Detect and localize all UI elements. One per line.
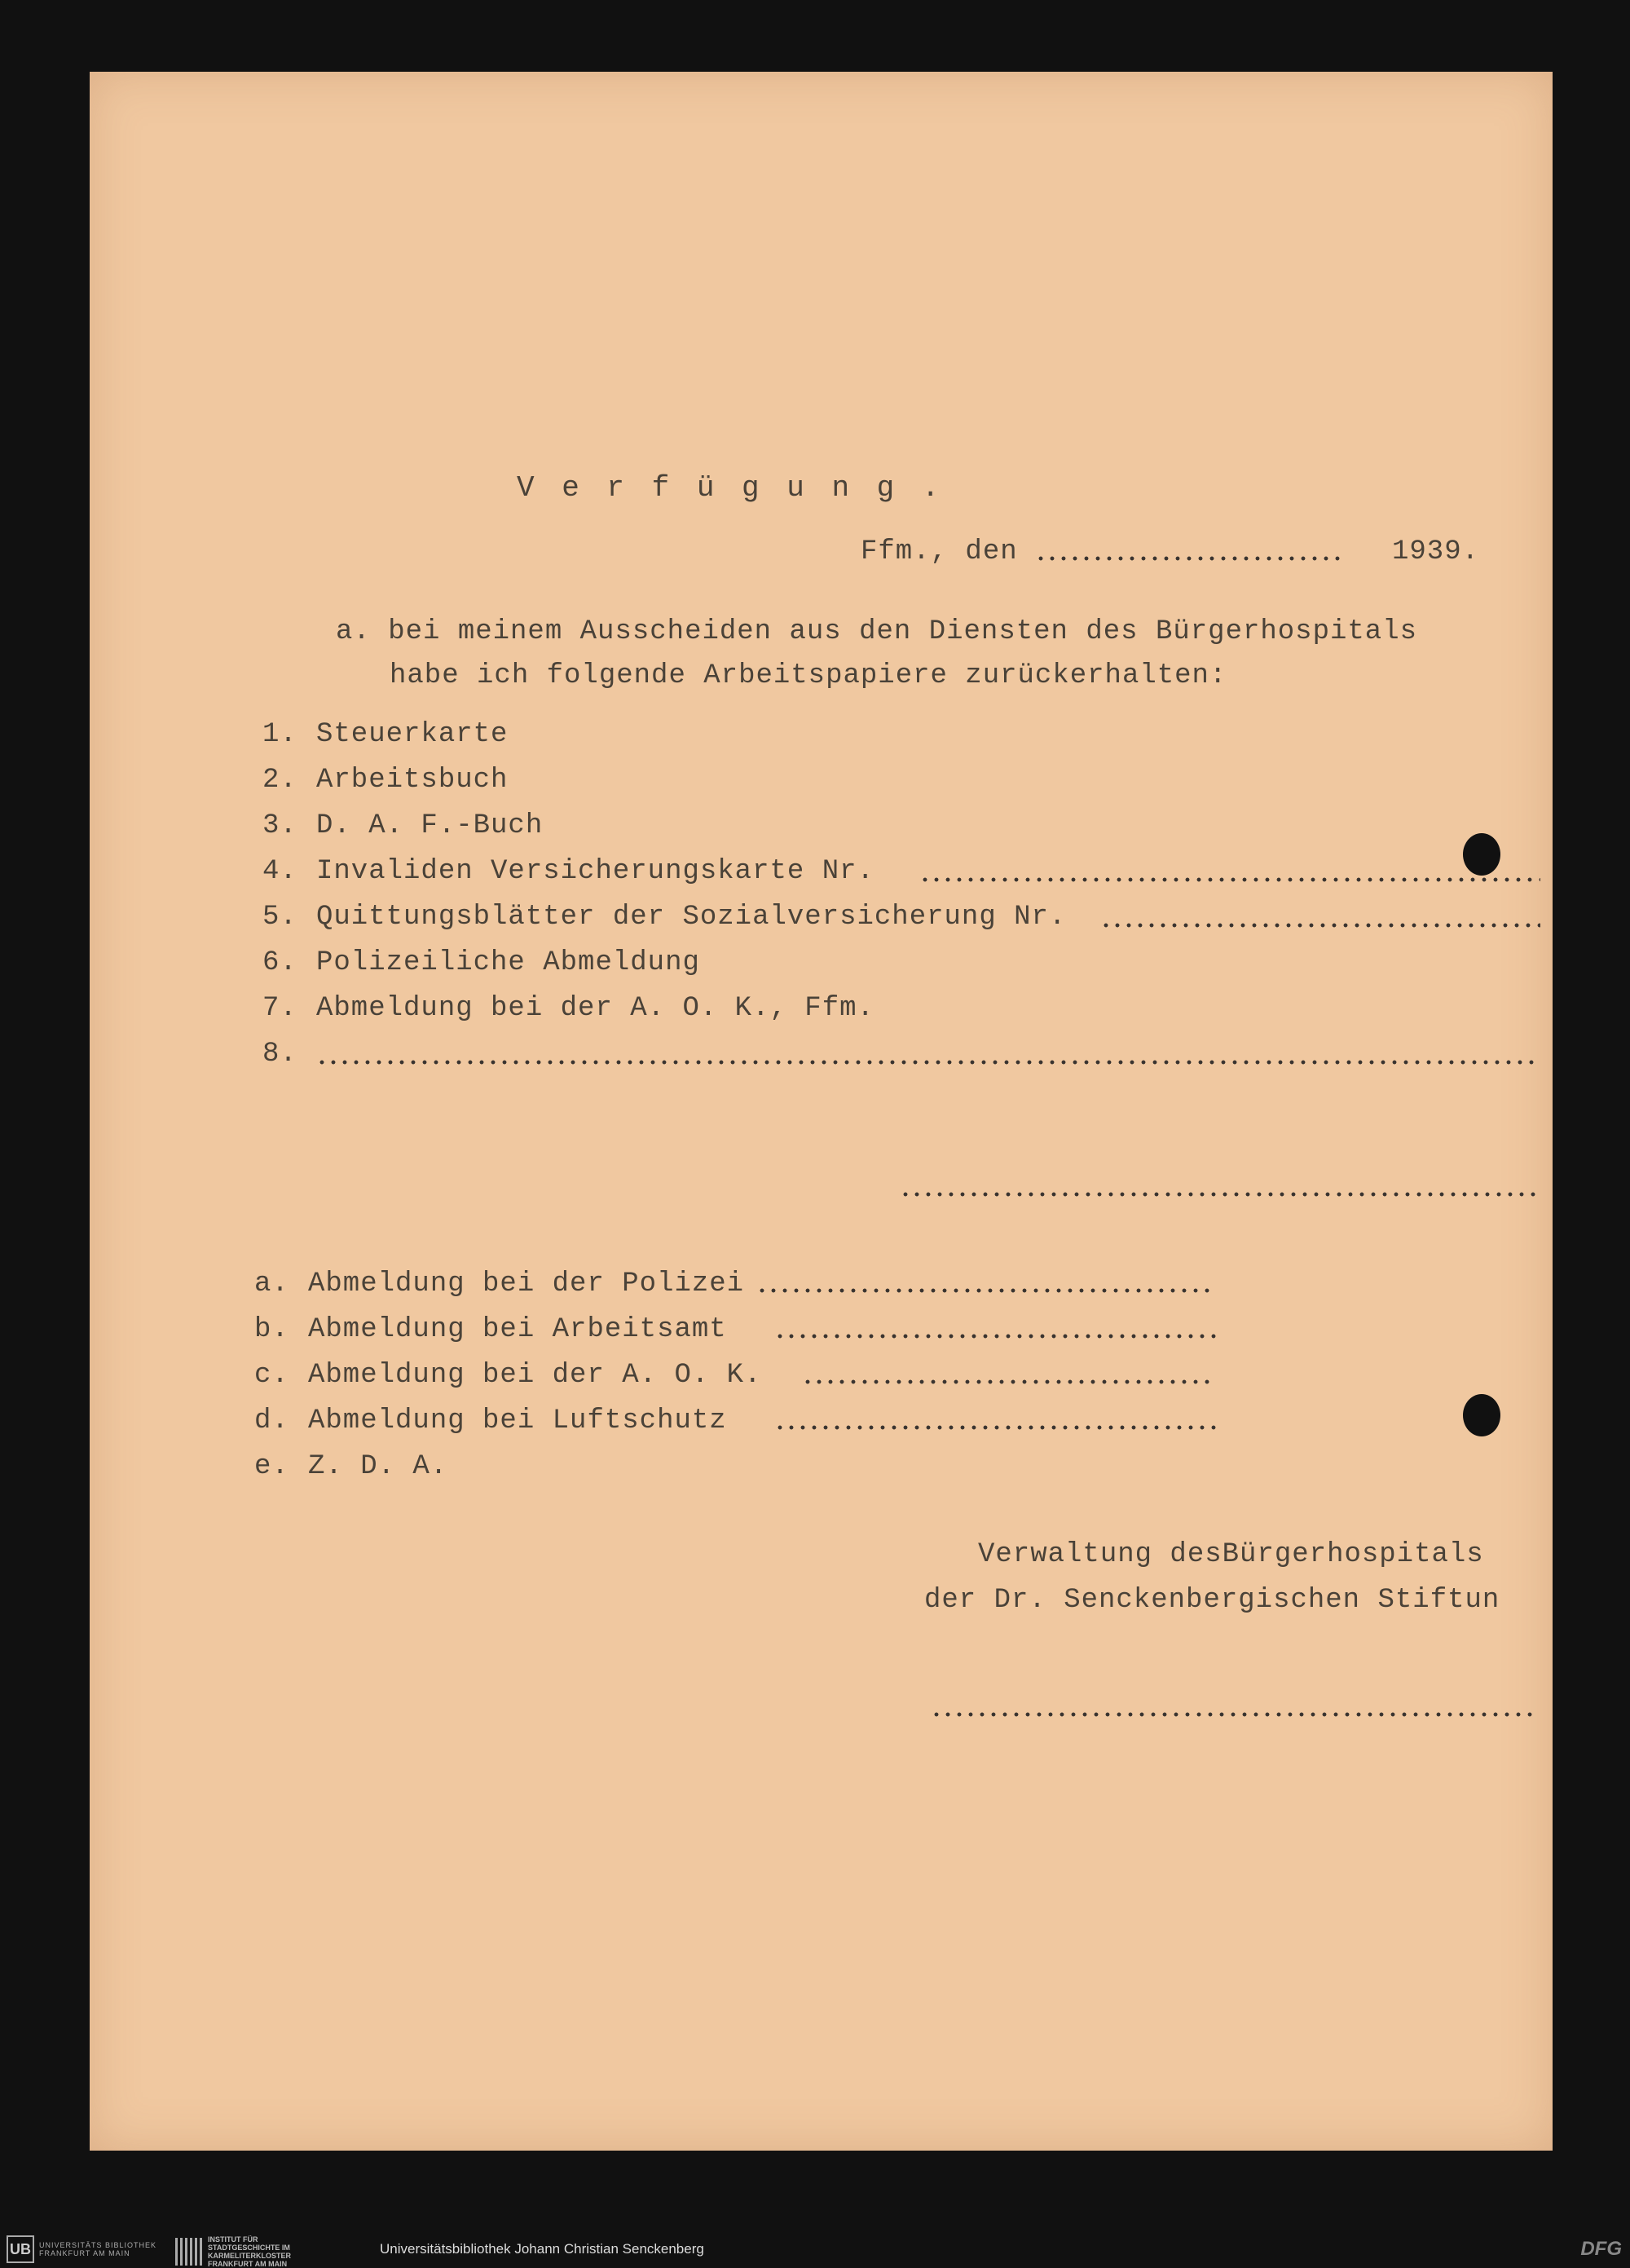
- action-letter: c.: [254, 1360, 289, 1391]
- list-item-label: Quittungsblätter der Sozialversicherung Nr.: [316, 902, 1067, 933]
- dfg-logo: DFG: [1580, 2238, 1622, 2260]
- ub-logo: [7, 2235, 161, 2263]
- list-item-number: 5.: [262, 902, 297, 933]
- document-title: V e r f ü g u n g .: [517, 471, 945, 505]
- action-label: Abmeldung bei der A. O. K.: [308, 1360, 762, 1391]
- list-item-label: Invaliden Versicherungskarte Nr.: [316, 856, 874, 887]
- list-item-label: D. A. F.-Buch: [316, 810, 544, 841]
- library-name: Universitätsbibliothek Johann Christian Senckenberg: [380, 2241, 704, 2257]
- action-label: Abmeldung bei Luftschutz: [308, 1405, 727, 1436]
- punch-hole: [1463, 1394, 1500, 1436]
- signature-block-line-2: der Dr. Senckenbergischen Stiftun: [924, 1585, 1500, 1616]
- list-item-number: 7.: [262, 993, 297, 1024]
- footer-bar: [0, 2232, 1630, 2266]
- year-text: 1939.: [1392, 536, 1480, 567]
- institute-text: INSTITUT FÜR STADTGESCHICHTE IM KARMELITERKLOSTER FRANKFURT AM MAIN: [208, 2235, 291, 2268]
- list-item-number: 3.: [262, 810, 297, 841]
- item-8-blank-line: [316, 1060, 1540, 1065]
- action-letter: d.: [254, 1405, 289, 1436]
- institute-mark-icon: [175, 2238, 203, 2266]
- list-item-number: 2.: [262, 765, 297, 796]
- place-date-label: Ffm., den: [861, 536, 1018, 567]
- action-a-blank-line: [756, 1288, 1216, 1293]
- list-item-number: 4.: [262, 856, 297, 887]
- action-c-blank-line: [802, 1379, 1216, 1384]
- action-b-blank-line: [774, 1334, 1216, 1339]
- action-label: Abmeldung bei Arbeitsamt: [308, 1314, 727, 1345]
- administration-signature-line: [931, 1712, 1534, 1717]
- ub-mark: UB: [7, 2235, 34, 2263]
- item-4-blank-line: [919, 877, 1540, 882]
- list-item-number: 6.: [262, 947, 297, 978]
- action-letter: a.: [254, 1269, 289, 1299]
- document-page: [90, 72, 1553, 2151]
- institute-logo: [175, 2235, 330, 2268]
- list-item-label: Steuerkarte: [316, 719, 509, 750]
- list-item-label: Polizeiliche Abmeldung: [316, 947, 700, 978]
- list-item-label: Abmeldung bei der A. O. K., Ffm.: [316, 993, 874, 1024]
- list-item-number: 8.: [262, 1039, 297, 1070]
- list-item-number: 1.: [262, 719, 297, 750]
- date-blank-line: [1035, 556, 1343, 561]
- list-item-label: Arbeitsbuch: [316, 765, 509, 796]
- intro-line-1: a. bei meinem Ausscheiden aus den Diensten des Bürgerhospitals: [336, 616, 1418, 647]
- intro-line-2: habe ich folgende Arbeitspapiere zurückerhalten:: [390, 660, 1227, 691]
- action-label: Z. D. A.: [308, 1451, 448, 1482]
- ub-text: UNIVERSITÄTS BIBLIOTHEK FRANKFURT AM MAIN: [39, 2241, 157, 2257]
- signature-block-line-1: Verwaltung desBürgerhospitals: [978, 1539, 1484, 1570]
- action-label: Abmeldung bei der Polizei: [308, 1269, 745, 1299]
- punch-hole: [1463, 833, 1500, 876]
- item-5-blank-line: [1100, 923, 1540, 928]
- action-letter: b.: [254, 1314, 289, 1345]
- receipt-signature-line: [900, 1192, 1535, 1197]
- action-d-blank-line: [774, 1425, 1216, 1430]
- action-letter: e.: [254, 1451, 289, 1482]
